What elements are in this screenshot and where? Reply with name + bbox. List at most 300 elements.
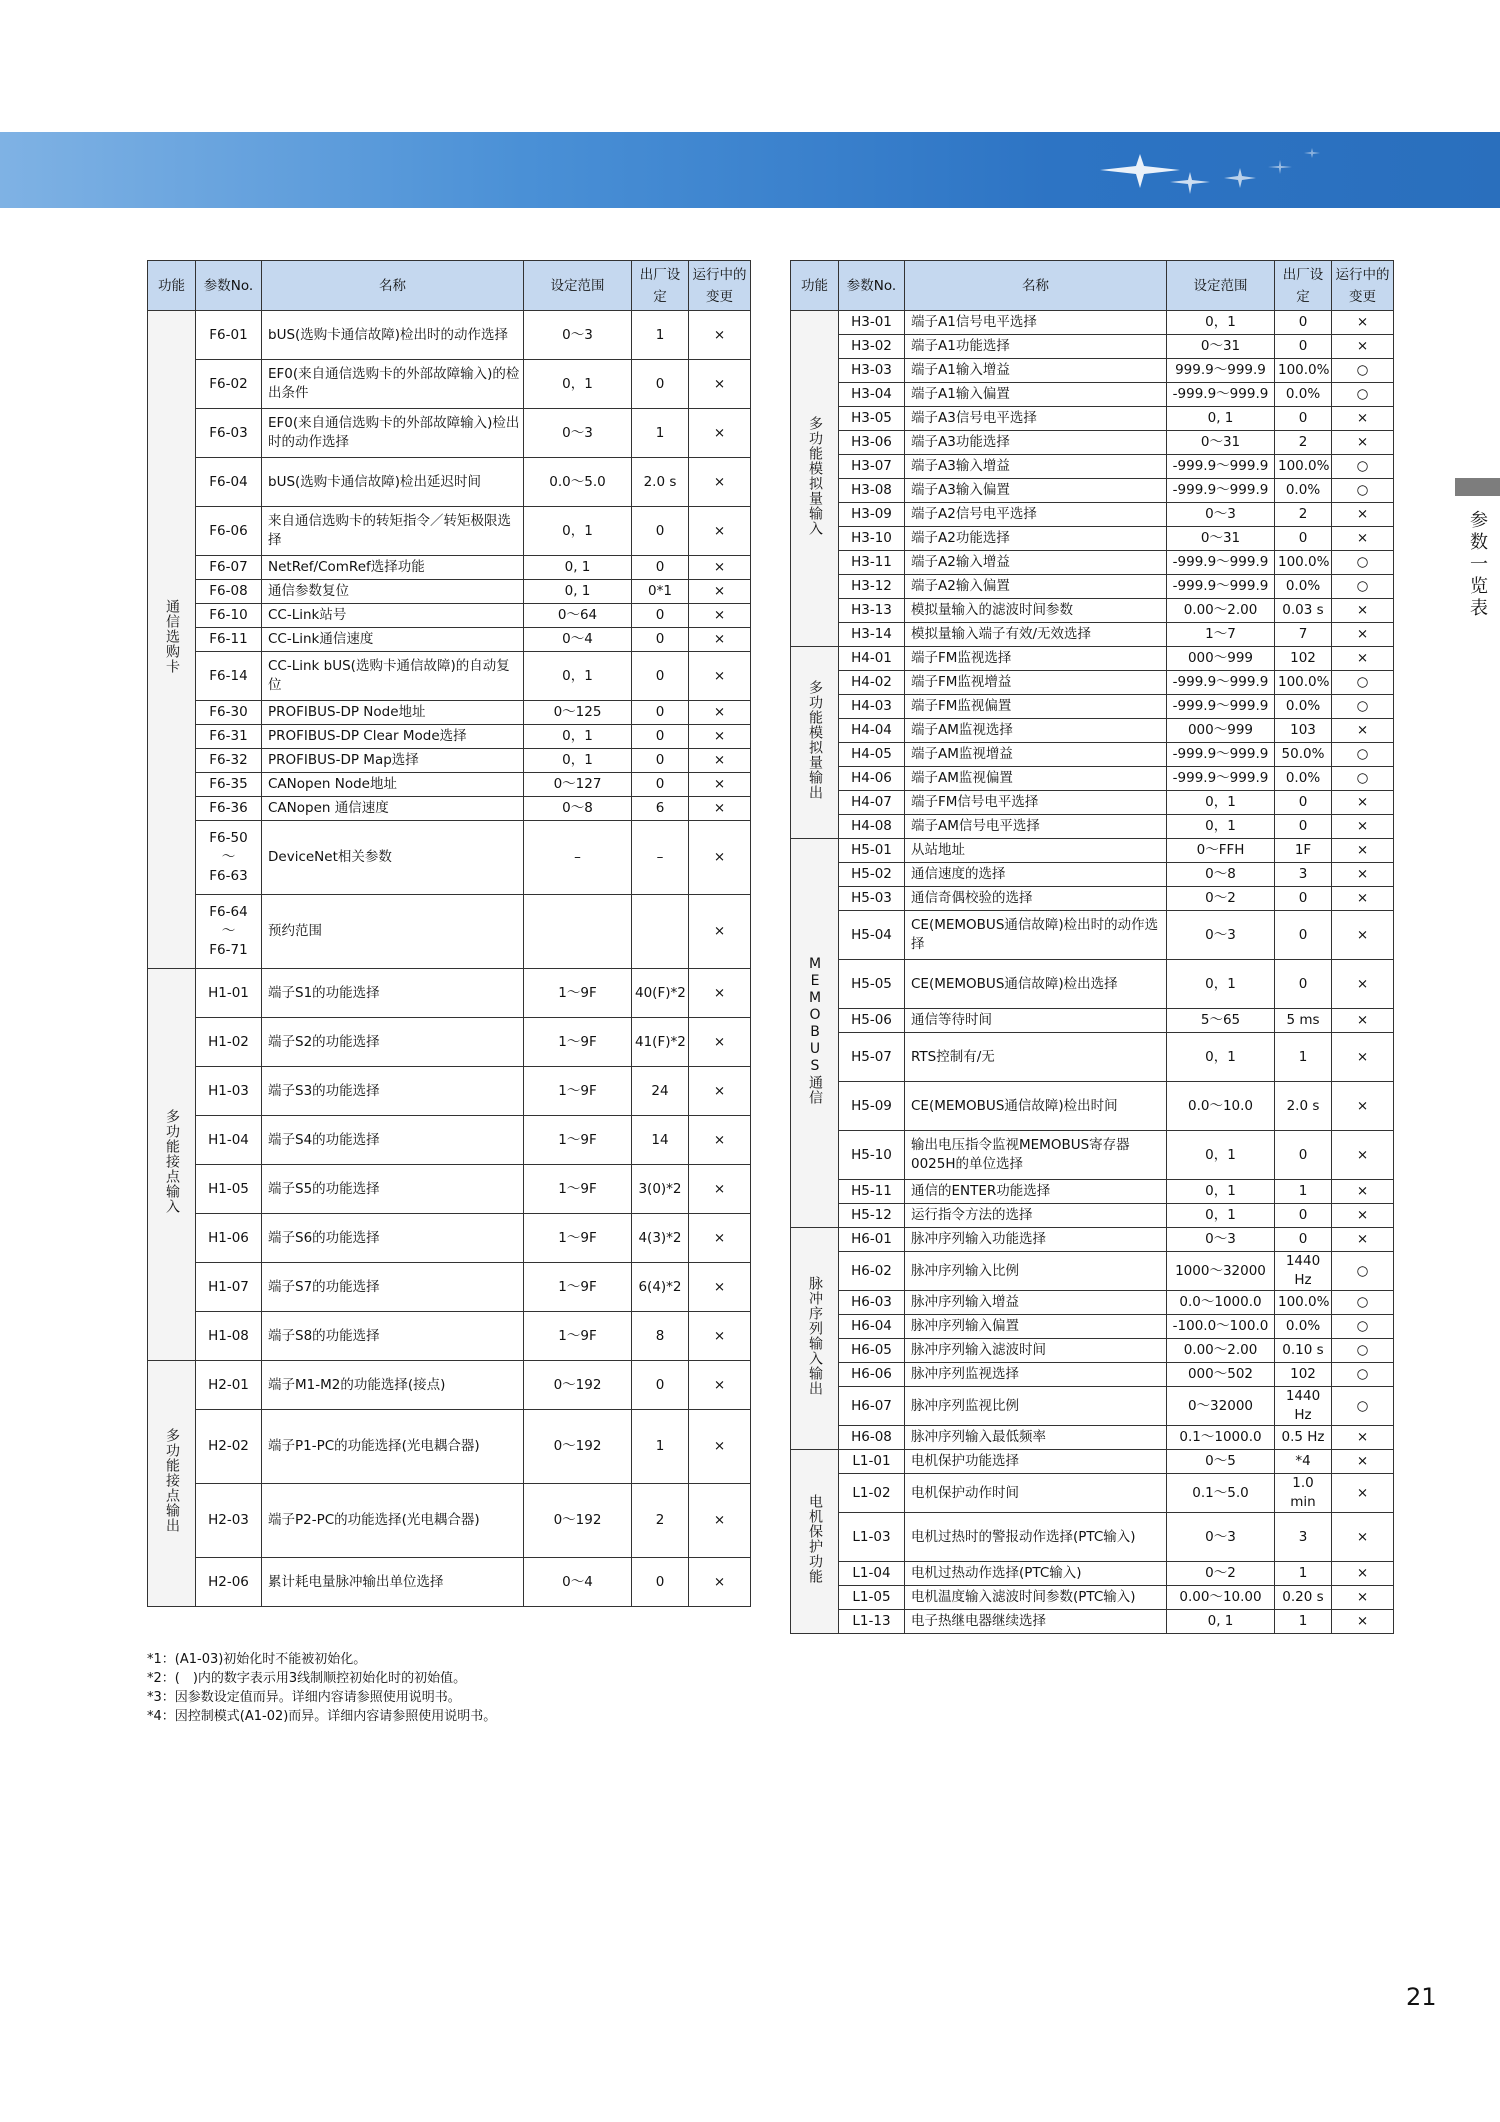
range-cell: 1000～32000 [1167, 1252, 1275, 1291]
running-change-cell: × [689, 1018, 751, 1067]
param-name-cell: 端子S7的功能选择 [262, 1263, 524, 1312]
range-cell: 1～9F [524, 1214, 632, 1263]
range-cell: 0～4 [524, 628, 632, 652]
running-change-cell: × [1332, 1204, 1394, 1228]
factory-setting-cell: 0 [1275, 960, 1332, 1009]
factory-setting-cell: 1 [1275, 1033, 1332, 1082]
table-header-row [148, 261, 751, 311]
factory-setting-cell: 2.0 s [632, 458, 689, 507]
param-name-cell: 脉冲序列输入滤波时间 [905, 1339, 1167, 1363]
running-change-cell: × [1332, 1009, 1394, 1033]
function-group-cell [791, 839, 839, 1228]
running-change-cell: × [1332, 647, 1394, 671]
factory-setting-cell: 0.10 s [1275, 1339, 1332, 1363]
running-change-cell: × [689, 1214, 751, 1263]
factory-setting-cell: 0.5 Hz [1275, 1426, 1332, 1450]
param-name-cell: PROFIBUS-DP Node地址 [262, 701, 524, 725]
factory-setting-cell: 24 [632, 1067, 689, 1116]
range-cell: 0～4 [524, 1558, 632, 1607]
range-cell: 0～2 [1167, 1562, 1275, 1586]
param-name-cell: 端子A2功能选择 [905, 527, 1167, 551]
header-name: 名称 [905, 261, 1167, 311]
table-row [791, 599, 1394, 623]
running-change-cell: ○ [1332, 359, 1394, 383]
range-cell: 0，1 [1167, 1180, 1275, 1204]
factory-setting-cell: 0 [632, 360, 689, 409]
range-cell: 0, 1 [524, 580, 632, 604]
param-no-cell: F6-35 [196, 773, 262, 797]
table-row [791, 1131, 1394, 1180]
param-name-cell: 输出电压指令监视MEMOBUS寄存器0025H的单位选择 [905, 1131, 1167, 1180]
range-cell: 0，1 [524, 507, 632, 556]
param-name-cell: 端子P2-PC的功能选择(光电耦合器) [262, 1484, 524, 1558]
range-cell: 0.0～1000.0 [1167, 1291, 1275, 1315]
table-row [791, 1426, 1394, 1450]
param-name-cell: 脉冲序列输入比例 [905, 1252, 1167, 1291]
running-change-cell: × [1332, 911, 1394, 960]
range-cell: 0, 1 [1167, 1610, 1275, 1634]
param-name-cell: PROFIBUS-DP Map选择 [262, 749, 524, 773]
table-row [791, 719, 1394, 743]
param-no-cell: H6-06 [839, 1363, 905, 1387]
footnote: *4：因控制模式(A1-02)而异。详细内容请参照使用说明书。 [147, 1709, 497, 1724]
factory-setting-cell: 103 [1275, 719, 1332, 743]
param-name-cell: 端子A3输入增益 [905, 455, 1167, 479]
param-name-cell: 端子S8的功能选择 [262, 1312, 524, 1361]
factory-setting-cell: 0 [632, 556, 689, 580]
param-no-cell: F6-36 [196, 797, 262, 821]
factory-setting-cell: 0 [1275, 311, 1332, 335]
running-change-cell: × [689, 507, 751, 556]
table-row [791, 311, 1394, 335]
table-row [148, 1361, 751, 1410]
table-row [148, 652, 751, 701]
param-name-cell: 端子S2的功能选择 [262, 1018, 524, 1067]
table-row [791, 407, 1394, 431]
range-cell: -999.9～999.9 [1167, 383, 1275, 407]
running-change-cell: × [1332, 311, 1394, 335]
param-no-cell: H5-01 [839, 839, 905, 863]
table-row [791, 911, 1394, 960]
param-name-cell: 端子M1-M2的功能选择(接点) [262, 1361, 524, 1410]
param-name-cell: 来自通信选购卡的转矩指令／转矩极限选择 [262, 507, 524, 556]
param-name-cell: 端子A1信号电平选择 [905, 311, 1167, 335]
param-no-cell: H6-07 [839, 1387, 905, 1426]
factory-setting-cell: 0.0% [1275, 479, 1332, 503]
factory-setting-cell: 0.0% [1275, 767, 1332, 791]
factory-setting-cell: 0 [1275, 887, 1332, 911]
range-cell: 1～9F [524, 1018, 632, 1067]
factory-setting-cell: 0 [632, 604, 689, 628]
running-change-cell: × [1332, 599, 1394, 623]
running-change-cell: × [1332, 335, 1394, 359]
range-cell: -999.9～999.9 [1167, 479, 1275, 503]
running-change-cell: × [1332, 887, 1394, 911]
factory-setting-cell: *4 [1275, 1450, 1332, 1474]
table-row [148, 507, 751, 556]
table-row [148, 1410, 751, 1484]
param-no-cell: H1-01 [196, 969, 262, 1018]
param-no-cell: H4-01 [839, 647, 905, 671]
param-no-cell: H3-02 [839, 335, 905, 359]
range-cell: 0～3 [1167, 503, 1275, 527]
factory-setting-cell: 0 [632, 725, 689, 749]
running-change-cell: × [1332, 1033, 1394, 1082]
param-no-cell: F6-01 [196, 311, 262, 360]
param-name-cell: 运行指令方法的选择 [905, 1204, 1167, 1228]
factory-setting-cell: 1 [1275, 1562, 1332, 1586]
table-row [791, 1180, 1394, 1204]
table-row [791, 1363, 1394, 1387]
table-row [148, 1312, 751, 1361]
param-no-cell: H4-07 [839, 791, 905, 815]
running-change-cell: × [689, 360, 751, 409]
param-no-cell: H2-06 [196, 1558, 262, 1607]
param-no-cell: H1-04 [196, 1116, 262, 1165]
param-name-cell: CE(MEMOBUS通信故障)检出选择 [905, 960, 1167, 1009]
param-no-cell: H4-04 [839, 719, 905, 743]
table-row [791, 839, 1394, 863]
param-name-cell: 端子P1-PC的功能选择(光电耦合器) [262, 1410, 524, 1484]
range-cell: 999.9～999.9 [1167, 359, 1275, 383]
param-no-cell: F6-06 [196, 507, 262, 556]
range-cell: 1～9F [524, 1165, 632, 1214]
param-no-cell: H2-03 [196, 1484, 262, 1558]
range-cell: 0～192 [524, 1410, 632, 1484]
running-change-cell: × [689, 1312, 751, 1361]
param-name-cell: bUS(选购卡通信故障)检出延迟时间 [262, 458, 524, 507]
param-no-cell: H3-08 [839, 479, 905, 503]
param-name-cell: 通信的ENTER功能选择 [905, 1180, 1167, 1204]
range-cell: 0.00～2.00 [1167, 599, 1275, 623]
range-cell: 0，1 [524, 749, 632, 773]
factory-setting-cell: 0 [1275, 815, 1332, 839]
range-cell: -999.9～999.9 [1167, 455, 1275, 479]
param-name-cell: 端子S3的功能选择 [262, 1067, 524, 1116]
range-cell: 0～31 [1167, 431, 1275, 455]
range-cell: 0.00～2.00 [1167, 1339, 1275, 1363]
range-cell: 0.1～1000.0 [1167, 1426, 1275, 1450]
param-no-cell: H3-14 [839, 623, 905, 647]
range-cell: 0，1 [1167, 311, 1275, 335]
table-row [791, 1204, 1394, 1228]
table-row [148, 821, 751, 895]
star-decoration-icon [1080, 132, 1400, 208]
running-change-cell: × [1332, 960, 1394, 1009]
param-name-cell: 脉冲序列输入偏置 [905, 1315, 1167, 1339]
param-no-cell: H3-07 [839, 455, 905, 479]
function-group-label: 多功能接点输入 [164, 1109, 180, 1214]
table-row [148, 1484, 751, 1558]
factory-setting-cell: 0 [632, 652, 689, 701]
footnotes [147, 1650, 496, 1726]
param-name-cell: 端子FM监视选择 [905, 647, 1167, 671]
range-cell: 0～8 [1167, 863, 1275, 887]
table-row [148, 1067, 751, 1116]
param-no-cell: H5-12 [839, 1204, 905, 1228]
table-row [791, 359, 1394, 383]
param-no-cell: H3-04 [839, 383, 905, 407]
table-row [148, 556, 751, 580]
range-cell: 0～192 [524, 1361, 632, 1410]
param-no-cell: H5-11 [839, 1180, 905, 1204]
factory-setting-cell: 0 [632, 1558, 689, 1607]
running-change-cell: ○ [1332, 1387, 1394, 1426]
param-name-cell: 通信等待时间 [905, 1009, 1167, 1033]
range-cell: 0.0～10.0 [1167, 1082, 1275, 1131]
table-row [791, 960, 1394, 1009]
running-change-cell: × [689, 1165, 751, 1214]
param-no-cell: H2-01 [196, 1361, 262, 1410]
param-name-cell: EF0(来自通信选购卡的外部故障输入)的检出条件 [262, 360, 524, 409]
param-name-cell: EF0(来自通信选购卡的外部故障输入)检出时的动作选择 [262, 409, 524, 458]
running-change-cell: × [689, 1484, 751, 1558]
factory-setting-cell: 1440 Hz [1275, 1252, 1332, 1291]
param-name-cell: 电子热继电器继续选择 [905, 1610, 1167, 1634]
table-row [791, 1291, 1394, 1315]
function-group-label: 多功能接点输出 [164, 1428, 180, 1533]
range-cell: 000～999 [1167, 647, 1275, 671]
function-group-label: 通信选购卡 [164, 599, 180, 674]
param-name-cell: CE(MEMOBUS通信故障)检出时间 [905, 1082, 1167, 1131]
factory-setting-cell: 0 [632, 773, 689, 797]
header-name: 名称 [262, 261, 524, 311]
factory-setting-cell: 100.0% [1275, 671, 1332, 695]
range-cell: -999.9～999.9 [1167, 575, 1275, 599]
factory-setting-cell: 0.20 s [1275, 1586, 1332, 1610]
running-change-cell: × [1332, 1228, 1394, 1252]
table-row [791, 335, 1394, 359]
range-cell: 0～127 [524, 773, 632, 797]
table-row [791, 527, 1394, 551]
running-change-cell: × [689, 1116, 751, 1165]
param-name-cell: 电机保护功能选择 [905, 1450, 1167, 1474]
factory-setting-cell: 0 [1275, 1204, 1332, 1228]
param-no-cell: F6-31 [196, 725, 262, 749]
param-name-cell: CE(MEMOBUS通信故障)检出时的动作选择 [905, 911, 1167, 960]
factory-setting-cell: 100.0% [1275, 359, 1332, 383]
factory-setting-cell: 6(4)*2 [632, 1263, 689, 1312]
running-change-cell: ○ [1332, 1363, 1394, 1387]
range-cell: 0，1 [524, 652, 632, 701]
param-name-cell: CC-Link通信速度 [262, 628, 524, 652]
param-no-cell: F6-30 [196, 701, 262, 725]
right-parameter-table [790, 260, 1394, 1634]
running-change-cell: × [689, 1263, 751, 1312]
param-no-cell: H1-02 [196, 1018, 262, 1067]
param-name-cell: 端子A1输入偏置 [905, 383, 1167, 407]
range-cell: 0，1 [1167, 960, 1275, 1009]
table-row [148, 773, 751, 797]
header-param-no: 参数No. [839, 261, 905, 311]
function-group-cell [791, 1450, 839, 1634]
factory-setting-cell: 3 [1275, 1513, 1332, 1562]
table-row [791, 1562, 1394, 1586]
param-name-cell: 端子FM监视偏置 [905, 695, 1167, 719]
factory-setting-cell: 0 [632, 701, 689, 725]
function-group-cell [148, 969, 196, 1361]
factory-setting-cell: 0 [1275, 335, 1332, 359]
param-name-cell: 从站地址 [905, 839, 1167, 863]
running-change-cell: × [1332, 1426, 1394, 1450]
param-no-cell: F6-14 [196, 652, 262, 701]
param-no-cell: H3-05 [839, 407, 905, 431]
param-name-cell: 脉冲序列输入功能选择 [905, 1228, 1167, 1252]
running-change-cell: × [689, 604, 751, 628]
factory-setting-cell: 4(3)*2 [632, 1214, 689, 1263]
param-no-cell: H2-02 [196, 1410, 262, 1484]
running-change-cell: × [689, 821, 751, 895]
table-row [791, 551, 1394, 575]
param-name-cell: 端子AM监视选择 [905, 719, 1167, 743]
param-no-cell: H3-13 [839, 599, 905, 623]
range-cell: -999.9～999.9 [1167, 551, 1275, 575]
running-change-cell: × [689, 652, 751, 701]
footnote: *3：因参数设定值而异。详细内容请参照使用说明书。 [147, 1690, 461, 1705]
range-cell: 0.00～10.00 [1167, 1586, 1275, 1610]
table-row [791, 1450, 1394, 1474]
param-name-cell: 端子A3功能选择 [905, 431, 1167, 455]
param-name-cell: 模拟量输入端子有效/无效选择 [905, 623, 1167, 647]
running-change-cell: × [1332, 791, 1394, 815]
param-no-cell: H5-06 [839, 1009, 905, 1033]
param-no-cell: L1-04 [839, 1562, 905, 1586]
table-row [791, 1474, 1394, 1513]
param-name-cell: 端子S4的功能选择 [262, 1116, 524, 1165]
range-cell: 0，1 [1167, 791, 1275, 815]
table-row [148, 701, 751, 725]
table-row [148, 311, 751, 360]
param-no-cell: H5-04 [839, 911, 905, 960]
function-group-label: 脉冲序列输入输出 [807, 1275, 823, 1396]
param-name-cell: 电机过热时的警报动作选择(PTC输入) [905, 1513, 1167, 1562]
param-name-cell: RTS控制有/无 [905, 1033, 1167, 1082]
param-name-cell: 端子A3信号电平选择 [905, 407, 1167, 431]
param-no-cell: H4-02 [839, 671, 905, 695]
factory-setting-cell: 14 [632, 1116, 689, 1165]
running-change-cell: × [1332, 1610, 1394, 1634]
param-no-cell: H5-03 [839, 887, 905, 911]
running-change-cell: × [1332, 815, 1394, 839]
factory-setting-cell: 0.0% [1275, 575, 1332, 599]
running-change-cell: × [1332, 527, 1394, 551]
factory-setting-cell: 2 [1275, 431, 1332, 455]
factory-setting-cell: 3(0)*2 [632, 1165, 689, 1214]
running-change-cell: ○ [1332, 743, 1394, 767]
table-row [148, 1558, 751, 1607]
param-no-cell: H1-07 [196, 1263, 262, 1312]
param-no-cell: H3-01 [839, 311, 905, 335]
running-change-cell: × [689, 409, 751, 458]
param-name-cell: 端子A2输入增益 [905, 551, 1167, 575]
table-row [148, 1116, 751, 1165]
range-cell: 0～31 [1167, 527, 1275, 551]
factory-setting-cell: 1 [632, 311, 689, 360]
param-no-cell: H6-02 [839, 1252, 905, 1291]
function-group-label: MEMOBUS通信 [807, 955, 823, 1105]
table-row [791, 1315, 1394, 1339]
param-no-cell: H1-03 [196, 1067, 262, 1116]
param-no-cell: L1-02 [839, 1474, 905, 1513]
param-name-cell: 端子A2信号电平选择 [905, 503, 1167, 527]
param-name-cell: 通信速度的选择 [905, 863, 1167, 887]
param-name-cell: 累计耗电量脉冲输出单位选择 [262, 1558, 524, 1607]
range-cell: 000～999 [1167, 719, 1275, 743]
running-change-cell: ○ [1332, 455, 1394, 479]
function-group-cell [791, 1228, 839, 1450]
param-no-cell: H3-12 [839, 575, 905, 599]
range-cell: 0～3 [1167, 1228, 1275, 1252]
param-name-cell: 端子A2输入偏置 [905, 575, 1167, 599]
table-row [791, 1033, 1394, 1082]
running-change-cell: × [1332, 407, 1394, 431]
range-cell: 0～8 [524, 797, 632, 821]
factory-setting-cell: 3 [1275, 863, 1332, 887]
section-tab-marker [1455, 478, 1500, 496]
table-row [791, 767, 1394, 791]
running-change-cell: × [689, 1361, 751, 1410]
running-change-cell: ○ [1332, 671, 1394, 695]
running-change-cell: × [1332, 503, 1394, 527]
table-row [791, 1586, 1394, 1610]
param-name-cell: 电机保护动作时间 [905, 1474, 1167, 1513]
running-change-cell: ○ [1332, 479, 1394, 503]
factory-setting-cell: 6 [632, 797, 689, 821]
param-no-cell: H3-11 [839, 551, 905, 575]
param-name-cell: 脉冲序列输入最低频率 [905, 1426, 1167, 1450]
running-change-cell: × [689, 556, 751, 580]
range-cell: 0，1 [1167, 815, 1275, 839]
param-name-cell: CANopen Node地址 [262, 773, 524, 797]
table-row [148, 628, 751, 652]
running-change-cell: ○ [1332, 575, 1394, 599]
param-name-cell: DeviceNet相关参数 [262, 821, 524, 895]
param-no-cell: H4-06 [839, 767, 905, 791]
range-cell: 0～FFH [1167, 839, 1275, 863]
param-name-cell: bUS(选购卡通信故障)检出时的动作选择 [262, 311, 524, 360]
param-name-cell: CC-Link bUS(选购卡通信故障)的自动复位 [262, 652, 524, 701]
param-no-cell: F6-08 [196, 580, 262, 604]
range-cell: 1～9F [524, 1263, 632, 1312]
param-name-cell: CANopen 通信速度 [262, 797, 524, 821]
range-cell: 1～7 [1167, 623, 1275, 647]
table-row [148, 360, 751, 409]
running-change-cell: ○ [1332, 1252, 1394, 1291]
range-cell: -999.9～999.9 [1167, 695, 1275, 719]
param-name-cell: 脉冲序列输入增益 [905, 1291, 1167, 1315]
factory-setting-cell: 0.0% [1275, 383, 1332, 407]
param-no-cell: H1-05 [196, 1165, 262, 1214]
table-row [791, 623, 1394, 647]
range-cell: 1～9F [524, 1067, 632, 1116]
param-name-cell: 通信参数复位 [262, 580, 524, 604]
param-name-cell: 端子S1的功能选择 [262, 969, 524, 1018]
factory-setting-cell: 0.0% [1275, 1315, 1332, 1339]
table-row [148, 797, 751, 821]
table-row [148, 969, 751, 1018]
range-cell: 0.0～5.0 [524, 458, 632, 507]
factory-setting-cell: 0 [1275, 1131, 1332, 1180]
table-row [148, 458, 751, 507]
param-name-cell: 端子S5的功能选择 [262, 1165, 524, 1214]
param-name-cell: 端子A3输入偏置 [905, 479, 1167, 503]
range-cell: 1～9F [524, 1312, 632, 1361]
param-no-cell: F6-03 [196, 409, 262, 458]
running-change-cell: × [689, 580, 751, 604]
table-row [791, 1009, 1394, 1033]
running-change-cell: × [1332, 719, 1394, 743]
table-row [148, 580, 751, 604]
